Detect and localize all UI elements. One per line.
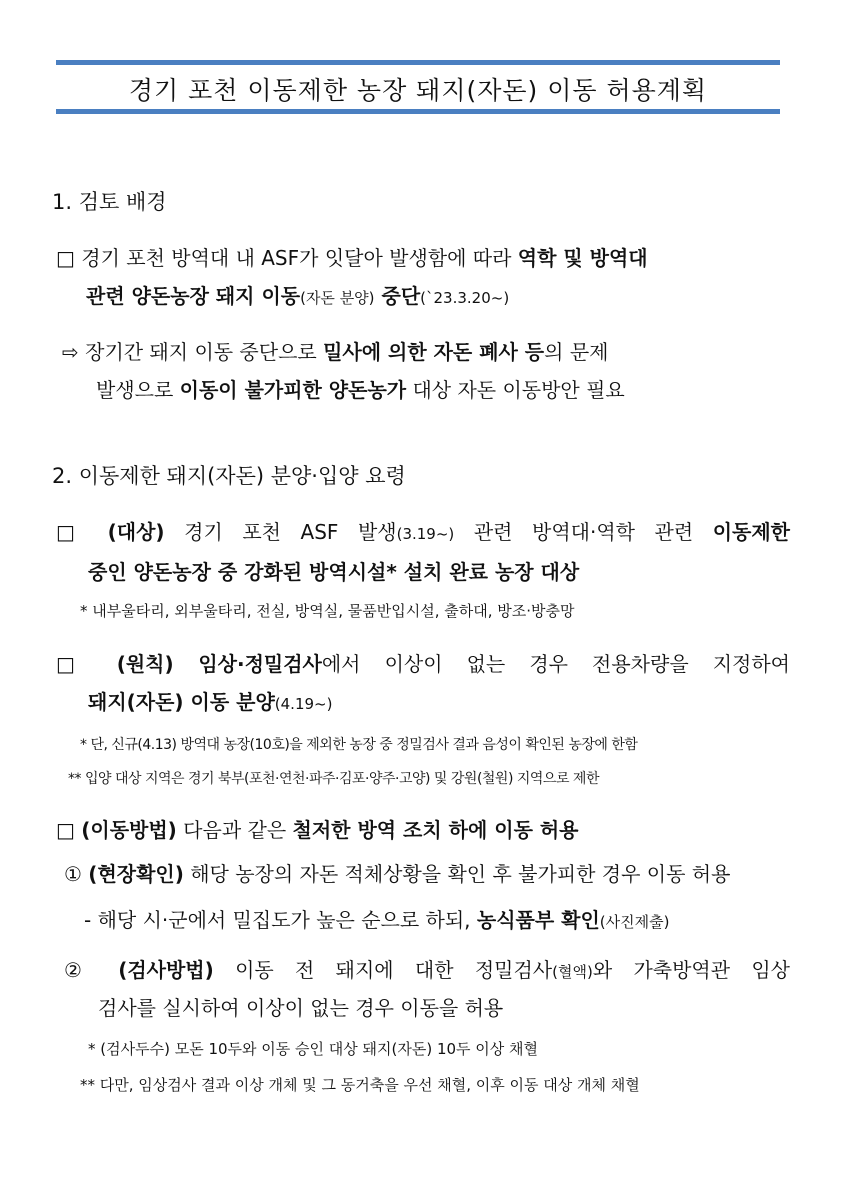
bullet-square: □: [56, 520, 89, 544]
bullet-square: □: [56, 246, 75, 270]
text: 에서 이상이 없는 경우 전용차량을 지정하여: [321, 652, 791, 676]
target-note: * 내부울타리, 외부울타리, 전실, 방역실, 물품반입시설, 출하대, 방조·방충망: [80, 602, 575, 620]
text: 대상 자돈 이동방안 필요: [406, 378, 625, 402]
background-paragraph-1-line-1: [56, 242, 648, 271]
date-text: (4.19~): [274, 695, 333, 713]
bold-text: 돼지(자돈) 이동 분양: [88, 690, 275, 714]
text: 와 가축방역관 임상: [592, 958, 790, 982]
background-paragraph-2-line-2: [96, 374, 625, 403]
text: 이동 전 돼지에 대한 정밀검사: [213, 958, 553, 982]
bold-text: 농식품부 확인: [476, 908, 600, 932]
bold-text: 중단: [374, 284, 421, 308]
bold-text: (대상): [107, 520, 165, 544]
arrow-icon: ⇨: [62, 340, 79, 364]
bold-text: 이동이 불가피한 양돈농가: [179, 378, 407, 402]
method-note-2: ** 다만, 임상검사 결과 이상 개체 및 그 동거축을 우선 채혈, 이후 이동 대상 개체 채혈: [80, 1076, 640, 1094]
text: 경기 포천 ASF 발생: [164, 520, 397, 544]
bold-text: 이동제한: [712, 520, 790, 544]
text: (자돈 분양): [300, 289, 375, 307]
bold-text: 밀사에 의한 자돈 폐사 등: [323, 340, 545, 364]
bold-text: 철저한 방역 조치 하에 이동 허용: [292, 818, 579, 842]
background-paragraph-2-line-1: [62, 336, 608, 365]
bullet-square: □: [56, 652, 93, 676]
bold-text: 역학 및 방역대: [517, 246, 648, 270]
method-item-1: [64, 858, 730, 887]
section-2-heading: 2. 이동제한 돼지(자돈) 분양·입양 요령: [52, 464, 406, 488]
method-item-2-line-1: [64, 954, 790, 983]
bullet-square: □: [56, 818, 75, 842]
page-title: 경기 포천 이동제한 농장 돼지(자돈) 이동 허용계획: [128, 76, 708, 105]
title-box: [56, 60, 780, 116]
text: 발생으로: [96, 378, 180, 402]
method-item-2-line-2: 검사를 실시하여 이상이 없는 경우 이동을 허용: [98, 996, 504, 1020]
target-line-1: [56, 516, 790, 545]
text: 의 문제: [544, 340, 609, 364]
text: 관련 방역대·역학 관련: [454, 520, 713, 544]
bold-text: (검사방법): [118, 958, 214, 982]
method-line-1: [56, 814, 579, 843]
background-paragraph-1-line-2: [86, 280, 509, 309]
date-text: (`23.3.20~): [420, 289, 510, 307]
text: (혈액): [552, 963, 593, 981]
circled-number-1: ①: [64, 862, 82, 886]
principle-note-2: ** 입양 대상 지역은 경기 북부(포천·연천·파주·김포·양주·고양) 및 강원(철원) 지역으로 제한: [68, 771, 599, 787]
text: - 해당 시·군에서 밀집도가 높은 순으로 하되,: [84, 908, 477, 932]
text: 장기간 돼지 이동 중단으로: [85, 340, 324, 364]
bold-text: (현장확인): [88, 862, 184, 886]
text: 경기 포천 방역대 내 ASF가 잇달아 발생함에 따라: [81, 246, 518, 270]
method-item-1-sub: [84, 904, 669, 933]
principle-note-1: * 단, 신규(4.13) 방역대 농장(10호)을 제외한 농장 중 정밀검사 결과 음성이 확인된 농장에 한함: [80, 737, 638, 753]
method-note-1: * (검사두수) 모돈 10두와 이동 승인 대상 돼지(자돈) 10두 이상 채혈: [88, 1040, 539, 1058]
text: (사진제출): [599, 913, 670, 931]
target-line-2: [88, 556, 579, 585]
circled-number-2: ②: [64, 958, 97, 982]
title-rule-bottom: [56, 109, 780, 114]
bold-text: 임상·정밀검사: [173, 652, 322, 676]
text: 해당 농장의 자돈 적체상황을 확인 후 불가피한 경우 이동 허용: [183, 862, 731, 886]
section-1-heading: 1. 검토 배경: [52, 190, 167, 214]
date-text: (3.19~): [396, 525, 455, 543]
principle-line-2: [88, 686, 332, 715]
principle-line-1: [56, 648, 790, 677]
title-rule-top: [56, 60, 780, 65]
bold-text: 중인 양돈농장 중 강화된 방역시설* 설치 완료 농장 대상: [88, 560, 580, 584]
text: 다음과 같은: [176, 818, 293, 842]
bold-text: (이동방법): [81, 818, 177, 842]
bold-text: 관련 양돈농장 돼지 이동: [86, 284, 301, 308]
bold-text: (원칙): [116, 652, 174, 676]
